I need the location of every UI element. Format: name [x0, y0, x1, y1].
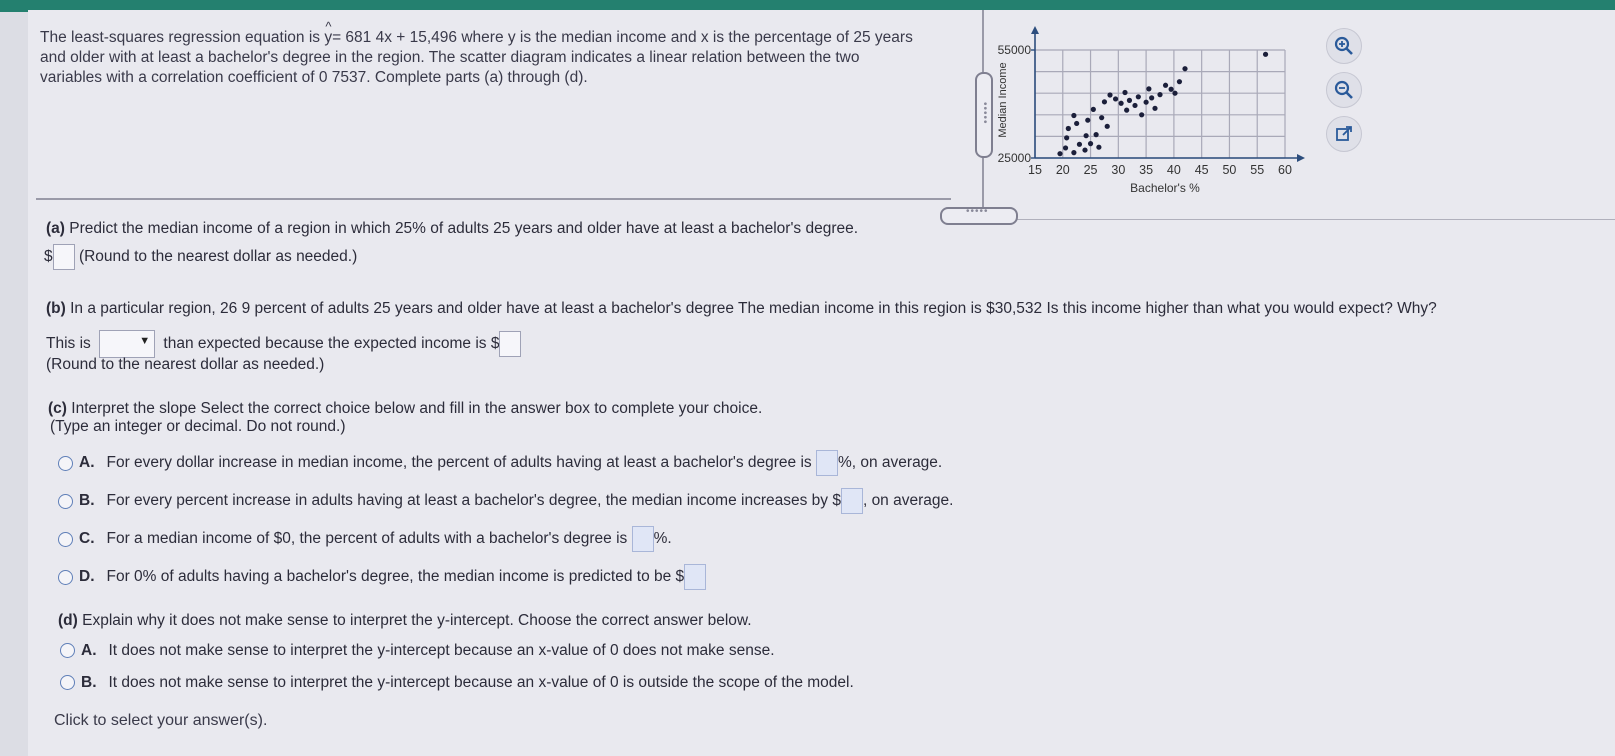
data-point: [1119, 101, 1124, 106]
data-point: [1094, 132, 1099, 137]
popout-button[interactable]: [1326, 116, 1362, 152]
x-tick-label: 20: [1055, 163, 1070, 177]
data-point: [1146, 86, 1151, 91]
part-c-option-d[interactable]: D. For 0% of adults having a bachelor's degree, the median income is predicted to be $: [58, 564, 706, 590]
part-c-option-a[interactable]: A. For every dollar increase in median income, the percent of adults having at least a bachelor's degree is %, on average.: [58, 450, 942, 476]
data-point: [1163, 83, 1168, 88]
part-b-answer-box[interactable]: [499, 331, 521, 357]
radio-button[interactable]: [58, 570, 73, 585]
x-tick-label: 25: [1083, 163, 1098, 177]
x-tick-label: 55: [1250, 163, 1265, 177]
data-point: [1091, 107, 1096, 112]
data-point: [1107, 92, 1112, 97]
data-point: [1057, 151, 1062, 156]
data-point: [1105, 124, 1110, 129]
x-tick-label: 50: [1222, 163, 1237, 177]
problem-line3: variables with a correlation coefficient of 0 7537. Complete parts (a) through (d).: [40, 69, 588, 86]
part-a-answer-row: $ (Round to the nearest dollar as needed.): [44, 244, 357, 270]
data-point: [1152, 106, 1157, 111]
data-point: [1263, 52, 1268, 57]
part-c-c-answer-box[interactable]: [632, 526, 654, 552]
radio-button[interactable]: [58, 494, 73, 509]
dropdown-arrow-icon: ▼: [139, 335, 151, 347]
x-tick-label: 45: [1194, 163, 1209, 177]
part-b-answer-row: This is ▼ than expected because the expected income is $: [46, 330, 521, 358]
data-point: [1102, 99, 1107, 104]
data-point: [1085, 118, 1090, 123]
data-point: [1064, 135, 1069, 140]
part-c-option-c[interactable]: C. For a median income of $0, the percent of adults with a bachelor's degree is %.: [58, 526, 672, 552]
data-point: [1088, 141, 1093, 146]
regression-equation: = 681 4x + 15,496 where y is the median income and x is the percentage of 25 years: [332, 29, 913, 46]
footer-instruction: Click to select your answer(s).: [54, 712, 268, 729]
data-point: [1063, 145, 1068, 150]
data-point: [1096, 145, 1101, 150]
data-point: [1127, 98, 1132, 103]
data-point: [1177, 79, 1182, 84]
horizontal-resize-handle[interactable]: •••••: [940, 207, 1018, 225]
data-point: [1124, 108, 1129, 113]
data-point: [1066, 126, 1071, 131]
part-c-question: (c) Interpret the slope Select the correct choice below and fill in the answer box to complete your choice.: [48, 400, 763, 417]
zoom-in-button[interactable]: [1326, 28, 1362, 64]
x-tick-label: 35: [1139, 163, 1154, 177]
part-d-question: (d) Explain why it does not make sense to interpret the y-intercept. Choose the correct answer below.: [58, 612, 752, 629]
problem-line1-pre: The least-squares regression equation is: [40, 29, 325, 46]
vertical-resize-handle[interactable]: •••••: [975, 72, 993, 158]
part-b-dropdown[interactable]: [99, 330, 155, 358]
data-point: [1132, 103, 1137, 108]
part-c-a-answer-box[interactable]: [816, 450, 838, 476]
problem-statement: [40, 28, 960, 88]
y-tick-label: 25000: [997, 151, 1031, 165]
y-axis-label: Median Income: [997, 62, 1009, 138]
y-hat: ^ y: [324, 28, 332, 48]
data-point: [1071, 113, 1076, 118]
y-tick-label: 55000: [997, 43, 1031, 57]
section-divider-right: [1000, 219, 1615, 220]
x-tick-label: 15: [1028, 163, 1042, 177]
data-point: [1074, 121, 1079, 126]
data-point: [1182, 66, 1187, 71]
zoom-in-icon: [1334, 36, 1354, 56]
problem-line2: and older with at least a bachelor's degree in the region. The scatter diagram indicates a linear relation between the two: [40, 49, 860, 66]
part-c-d-answer-box[interactable]: [684, 564, 706, 590]
radio-button[interactable]: [58, 456, 73, 471]
radio-button[interactable]: [58, 532, 73, 547]
y-axis-arrow: [1031, 26, 1039, 34]
radio-button[interactable]: [60, 643, 75, 658]
part-c-option-b[interactable]: B. For every percent increase in adults having at least a bachelor's degree, the median income increases by $ , on average.: [58, 488, 953, 514]
part-a-answer-box[interactable]: [53, 244, 75, 270]
part-c-hint: (Type an integer or decimal. Do not round.): [50, 418, 346, 435]
zoom-out-button[interactable]: [1326, 72, 1362, 108]
data-point: [1139, 112, 1144, 117]
section-divider: [36, 198, 951, 200]
part-a-question: (a) Predict the median income of a region in which 25% of adults 25 years and older have at least a bachelor's degree.: [46, 220, 859, 237]
x-tick-label: 40: [1166, 163, 1181, 177]
radio-button[interactable]: [60, 675, 75, 690]
plot-grid: [1035, 50, 1285, 158]
data-point: [1071, 150, 1076, 155]
zoom-out-icon: [1334, 80, 1354, 100]
data-point: [1084, 133, 1089, 138]
x-axis-arrow: [1297, 154, 1305, 162]
data-point: [1077, 142, 1082, 147]
part-a-hint: (Round to the nearest dollar as needed.): [78, 248, 358, 266]
external-link-icon: [1335, 125, 1353, 143]
data-point: [1113, 96, 1118, 101]
part-b-question: (b) In a particular region, 26 9 percent of adults 25 years and older have at least a bachelor's degree The median income in this region is $30,532 Is this income higher than what you would expect? Why?: [46, 300, 1437, 317]
data-point: [1082, 147, 1087, 152]
data-points: [1057, 52, 1268, 157]
x-tick-label: 60: [1278, 163, 1292, 177]
data-point: [1172, 91, 1177, 96]
data-point: [1149, 95, 1154, 100]
data-point: [1122, 90, 1127, 95]
x-tick-labels: [1028, 163, 1292, 177]
part-d-option-b[interactable]: B. It does not make sense to interpret the y-intercept because an x-value of 0 is outside the scope of the model.: [60, 674, 854, 692]
part-c-b-answer-box[interactable]: [841, 488, 863, 514]
x-axis-label: Bachelor's %: [1130, 181, 1200, 195]
part-d-option-a[interactable]: A. It does not make sense to interpret the y-intercept because an x-value of 0 does not make sense.: [60, 642, 775, 660]
data-point: [1169, 87, 1174, 92]
data-point: [1144, 100, 1149, 105]
x-tick-label: 30: [1111, 163, 1126, 177]
data-point: [1099, 115, 1104, 120]
part-b-hint: (Round to the nearest dollar as needed.): [46, 356, 325, 373]
plot-axes: [1031, 26, 1305, 162]
data-point: [1136, 94, 1141, 99]
scatter-plot: [985, 20, 1330, 210]
data-point: [1157, 92, 1162, 97]
